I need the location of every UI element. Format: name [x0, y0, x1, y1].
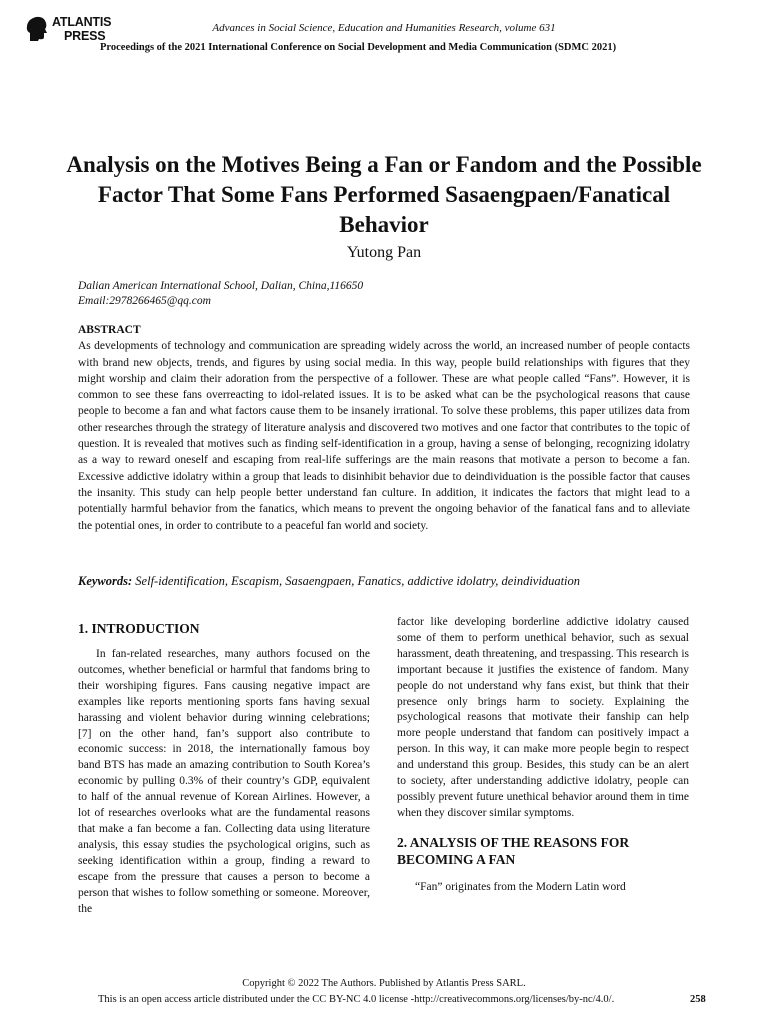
logo-text-press: PRESS — [64, 29, 106, 43]
section-2-paragraph: “Fan” originates from the Modern Latin word — [415, 880, 626, 893]
abstract-text: As developments of technology and communication are spreading widely across the world, an increased number of people contacts with brand new objects, trends, and figures by using social media. In this way, people build relationships with figures that they might worship and claim their adoration from the perspective of a follower. These are what people called “Fans”. However, it is common to see these fans overreacting to idol-related issues. It is to be asked what can be the psychological reasons that cause people to become a fan and what factors cause them to be insanely irrational. To solve these problems, this paper utilizes data from other researches through the strategy of literature analysis and discovered two motives and one factor that contributes to the topic of question. It is revealed that motives such as finding self-identification in a group, having a sense of belonging, recognizing idolatry as a way to reward oneself and escaping from real-life sufferings are the main reasons that motivate a person to become a fan. Excessive addictive idolatry within a group that leads to disinhibit behavior due to deindividuation is the possible factor that causes the insanity. This study can help people better understand fan culture. In addition, it indicates the factors that might lead to a potentially harmful behavior from the fanatics, which means to prevent the ongoing behavior of the fanatical fans and to alleviate the potential ones, in order to contribute to a peaceful fan world and society. — [78, 340, 690, 532]
abstract-heading: ABSTRACT — [78, 324, 141, 336]
section-1-paragraph-continued: factor like developing borderline addictive idolatry caused some of them to perform unethical behavior, such as sexual harassment, death threatening, and trespassing. This research is important because it justifies the existence of fandom. Many people do not understand why fans exist, but think that their presence only brings harm to society. Explaining the psychological reasons that motivate their fanship can help more people understand that fandom can positively impact a person. In this way, it can make more people begin to respect and understand this group. Besides, this study can be an alert to society, after understanding addictive idolatry, people can possibly prevent future unethical behavior around them in time when they discover similar symptoms. — [397, 616, 689, 819]
author-name: Yutong Pan — [346, 244, 422, 261]
paper-title: Analysis on the Motives Being a Fan or Fandom and the Possible Factor That Some Fans Performed Sasaengpaen/Fanatical Behavior — [66, 152, 702, 237]
journal-header: Advances in Social Science, Education and Humanities Research, volume 631 — [212, 22, 556, 34]
left-column — [78, 620, 370, 917]
section-2-heading: 2. ANALYSIS OF THE REASONS FOR BECOMING A FAN — [397, 834, 630, 867]
affiliation: Dalian American International School, Dalian, China,116650 — [78, 280, 364, 292]
section-1-paragraph: In fan-related researches, many authors focused on the outcomes, whether beneficial or harmful that fandoms bring to their worshiping figures. Fans causing negative impact are examples like reports mentioning sports fans having sexual harassing and violent behavior during winning celebrations; [7] on the other hand, fan’s support also contribute to economic success: in 2018, the internationally famous boy band BTS has made an amazing contribution to South Korea’s economic by pulling 0.3% of their country’s GDP, equivalent to half of the annual revenue of Korean Airlines. However, a lot of researches overlooks what are the fundamental reasons that make a fan become a fan. Collecting data using literature analysis, this essay studies the psychological origins, such as seeking identification within a group, finding a reward to escape from the pressure that causes a person to become a person that wishes to follow something or someone. Moreover, the — [78, 648, 370, 915]
keywords-label: Keywords: — [78, 574, 133, 588]
logo-text-atlantis: ATLANTIS — [52, 15, 112, 29]
abstract-section — [78, 322, 690, 534]
email: Email:2978266465@qq.com — [78, 295, 211, 307]
right-column — [397, 615, 689, 896]
proceedings-header: Proceedings of the 2021 International Conference on Social Development and Media Communication (SDMC 2021) — [100, 42, 617, 53]
copyright-notice: Copyright © 2022 The Authors. Published by Atlantis Press SARL. — [242, 978, 526, 989]
section-1-heading: 1. INTRODUCTION — [78, 621, 200, 636]
keywords-text: Self-identification, Escapism, Sasaengpaen, Fanatics, addictive idolatry, deindividuation — [135, 574, 581, 588]
page-number: 258 — [690, 994, 706, 1005]
keywords-line — [78, 574, 690, 589]
license-notice: This is an open access article distributed under the CC BY-NC 4.0 license -http://creativecommons.org/licenses/by-nc/4.0/. — [98, 994, 615, 1005]
author-affiliation-block — [78, 279, 363, 309]
